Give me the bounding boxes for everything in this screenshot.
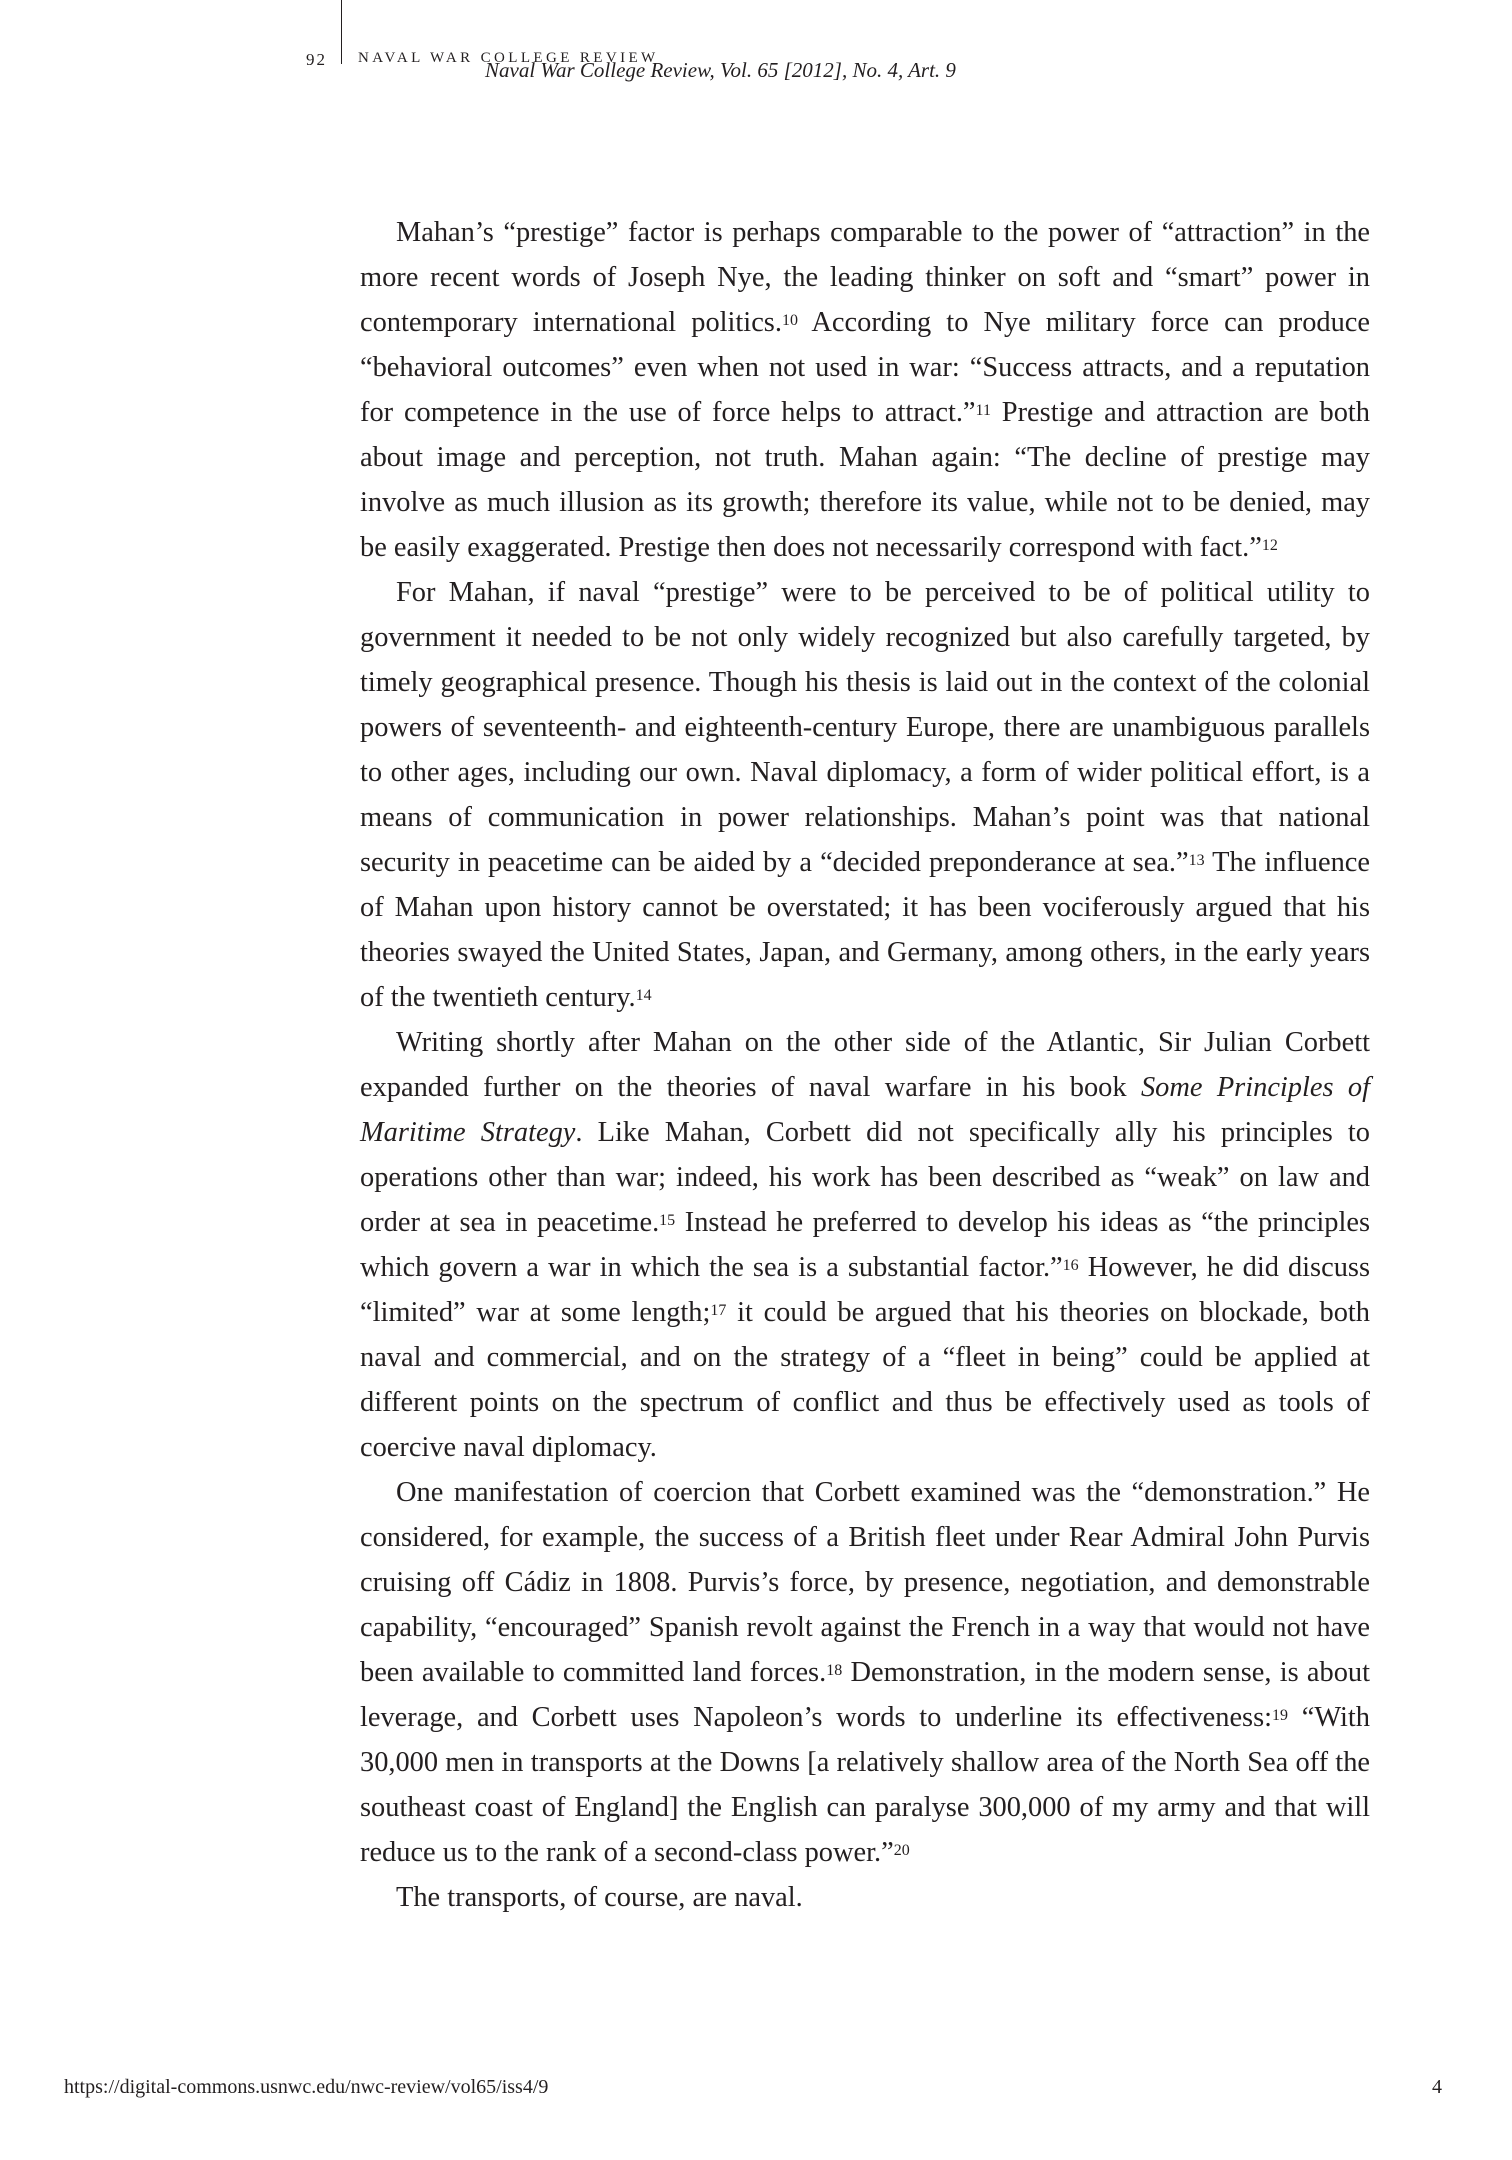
text-run: According to Nye military force can produce “behavioral outcomes” even when not used in war: “Success attracts, and a reputation for competence in the use of force helps to attract.” bbox=[360, 307, 1370, 428]
text-run: The transports, of course, are naval. bbox=[396, 1882, 803, 1913]
footnote-ref: 15 bbox=[659, 1212, 676, 1230]
text-run: Demonstration, in the modern sense, is about leverage, and Corbett uses Napoleon’s words to underline its effectiveness: bbox=[360, 1657, 1370, 1733]
footnote-ref: 11 bbox=[975, 402, 991, 420]
paragraph bbox=[360, 1875, 1370, 1920]
text-run: Prestige and attraction are both about image and perception, not truth. Mahan again: “The decline of prestige may involve as much illusion as its growth; therefore its value, while not to be denied, may be easily exaggerated. Prestige then does not necessarily correspond with fact.” bbox=[360, 397, 1371, 563]
text-run: One manifestation of coercion that Corbett examined was the “demonstration.” He considered, for example, the success of a British fleet under Rear Admiral John Purvis cruising off Cádiz in 1808. Purvis’s force, by presence, negotiation, and demonstrable capability, “encouraged” Spanish revolt against the French in a way that would not have been available to committed land forces. bbox=[360, 1477, 1370, 1688]
header-rule bbox=[341, 0, 342, 64]
text-run: Mahan’s “prestige” factor is perhaps comparable to the power of “attraction” in the more recent words of Joseph Nye, the leading thinker on soft and “smart” power in contemporary international politics. bbox=[360, 217, 1370, 338]
text-run: Instead he preferred to develop his ideas as “the principles which govern a war in which the sea is a substantial factor.” bbox=[360, 1207, 1370, 1283]
article-body bbox=[360, 210, 1370, 1920]
footnote-ref: 19 bbox=[1272, 1707, 1289, 1725]
footer-page-number: 4 bbox=[1432, 2076, 1442, 2098]
footnote-ref: 16 bbox=[1062, 1257, 1079, 1275]
text-run: . Like Mahan, Corbett did not specifically ally his principles to operations other than war; indeed, his work has been described as “weak” on law and order at sea in peacetime. bbox=[360, 1117, 1371, 1238]
running-head: NAVAL WAR COLLEGE REVIEW bbox=[358, 50, 659, 66]
footnote-ref: 13 bbox=[1188, 852, 1205, 870]
text-run: Writing shortly after Mahan on the other side of the Atlantic, Sir Julian Corbett expanded further on the theories of naval warfare in his book bbox=[360, 1027, 1370, 1103]
book-title: Some Principles of Maritime Strategy bbox=[360, 1072, 1371, 1148]
page-number: 92 bbox=[306, 50, 327, 69]
footnote-ref: 18 bbox=[826, 1662, 843, 1680]
text-run: However, he did discuss “limited” war at some length; bbox=[360, 1252, 1370, 1328]
paragraph bbox=[360, 210, 1370, 570]
footnote-ref: 12 bbox=[1261, 537, 1278, 555]
text-run: The influence of Mahan upon history cannot be overstated; it has been vociferously argued that his theories swayed the United States, Japan, and Germany, among others, in the early years of the twentieth century. bbox=[360, 847, 1370, 1013]
footnote-ref: 10 bbox=[781, 312, 798, 330]
citation-line: Naval War College Review, Vol. 65 [2012], No. 4, Art. 9 bbox=[485, 58, 956, 82]
text-run: “With 30,000 men in transports at the Downs [a relatively shallow area of the North Sea off the southeast coast of England] the English can paralyse 300,000 of my army and that will reduce us to the rank of a second-class power.” bbox=[360, 1702, 1370, 1868]
text-run: For Mahan, if naval “prestige” were to be perceived to be of political utility to government it needed to be not only widely recognized but also carefully targeted, by timely geographical presence. Though his thesis is laid out in the context of the colonial powers of seventeenth- and eighteenth-century Europe, there are unambiguous parallels to other ages, including our own. Naval diplomacy, a form of wider political effort, is a means of communication in power relationships. Mahan’s point was that national security in peacetime can be aided by a “decided preponderance at sea.” bbox=[360, 577, 1370, 878]
footnote-ref: 17 bbox=[710, 1302, 727, 1320]
paragraph bbox=[360, 1020, 1370, 1470]
text-run: it could be argued that his theories on blockade, both naval and commercial, and on the strategy of a “fleet in being” could be applied at different points on the spectrum of conflict and thus be effectively used as tools of coercive naval diplomacy. bbox=[360, 1297, 1370, 1463]
footnote-ref: 20 bbox=[893, 1842, 910, 1860]
footer-url[interactable]: https://digital-commons.usnwc.edu/nwc-review/vol65/iss4/9 bbox=[64, 2076, 549, 2098]
footnote-ref: 14 bbox=[635, 987, 652, 1005]
paragraph bbox=[360, 570, 1370, 1020]
paragraph bbox=[360, 1470, 1370, 1875]
